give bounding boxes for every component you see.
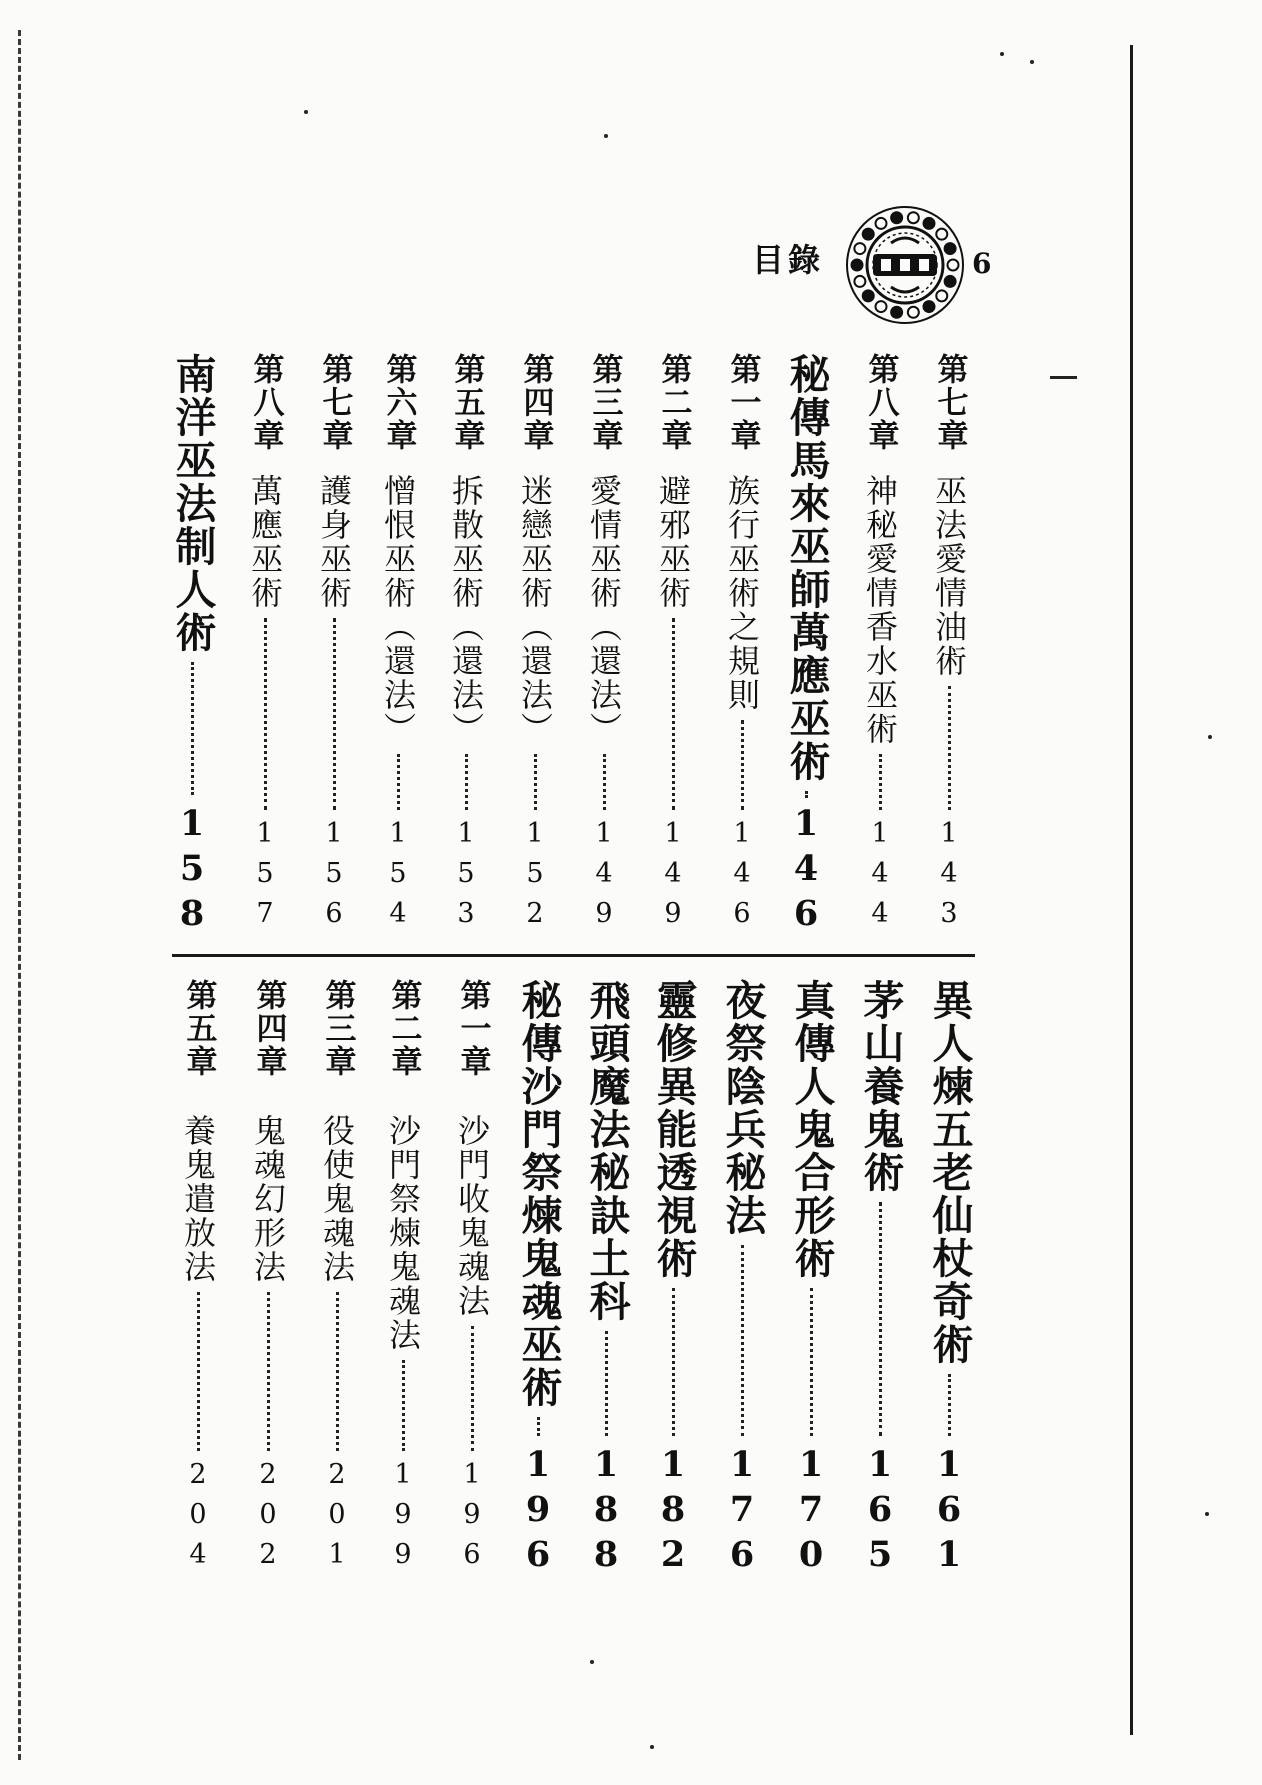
leader-dots [603,754,606,810]
page-number: 146 [726,818,758,938]
entry-title: 沙門祭煉鬼魂法 [384,1114,422,1352]
toc-section-heading [716,979,768,1579]
page-number: 182 [652,1444,694,1579]
toc-entry [308,353,360,938]
ornament-bead [936,229,947,240]
ornament-band-glyph [919,259,929,271]
ornament-bead [924,218,935,229]
page-number: 196 [456,1459,488,1579]
section-title: 異人煉五老仙杖奇術 [925,979,974,1366]
scan-speck [650,1745,654,1749]
leader-dots [948,1374,951,1436]
ornament-bead [854,243,865,254]
scan-speck [304,110,308,114]
section-title: 秘傳沙門祭煉鬼魂巫術 [514,979,563,1409]
toc-entry [854,353,906,938]
chapter-label: 第五章 [448,353,485,452]
entry-title: 拆散巫術（還法） [447,474,485,746]
ornament-bead [854,276,865,287]
section-title: 真傳人鬼合形術 [787,979,836,1280]
leader-dots [672,618,675,810]
ornament-band-glyph [881,259,891,271]
ornament-bead [863,290,874,301]
toc-section-heading [923,979,975,1579]
toc-section-heading [512,979,564,1579]
page-number: 170 [790,1444,832,1579]
page-number: 152 [519,818,551,938]
chapter-label: 第一章 [454,979,491,1078]
page-number: 144 [864,818,896,938]
leader-dots [605,1331,608,1436]
toc-entry [923,353,975,938]
entry-title: 神秘愛情香水巫術 [861,474,899,746]
leader-dots [465,754,468,810]
leader-dots [534,754,537,810]
leader-dots [810,1288,813,1436]
section-title: 靈修異能透視術 [649,979,698,1280]
page-number: 188 [585,1444,627,1579]
toc-entry [440,353,492,938]
section-divider [172,954,975,957]
ornament-bead [945,276,956,287]
leader-dots [879,1202,882,1436]
chapter-label: 第八章 [862,353,899,452]
chapter-label: 第四章 [517,353,554,452]
page-number-header: 6 [972,247,992,280]
entry-title: 沙門收鬼魂法 [453,1114,491,1318]
chapter-label: 第四章 [250,979,287,1078]
leader-dots [333,618,336,810]
leader-dots [672,1288,675,1436]
entry-title: 巫法愛情油術 [930,474,968,678]
entry-title: 愛情巫術（還法） [585,474,623,746]
toc-section-heading [647,979,699,1579]
page-number: 176 [721,1444,763,1579]
scan-speck [1208,735,1212,739]
toc-section-heading [780,353,832,938]
chapter-label: 第二章 [385,979,422,1078]
ornament-bead [948,260,959,271]
page-number: 149 [657,818,689,938]
ornament-medallion-icon [843,203,967,327]
entry-title: 養鬼遣放法 [179,1114,217,1284]
leader-dots [741,720,744,810]
page-number: 196 [517,1444,559,1579]
scan-speck [1030,60,1034,64]
ornament-bead [863,229,874,240]
chapter-label: 第七章 [931,353,968,452]
section-title: 秘傳馬來巫師萬應巫術 [782,353,831,783]
toc-entry [372,353,424,938]
toc-entry [377,979,429,1579]
ornament-bead [945,243,956,254]
entry-title: 避邪巫術 [654,474,692,610]
entry-title: 護身巫術 [315,474,353,610]
section-title: 茅山養鬼術 [856,979,905,1194]
toc-entry [311,979,363,1579]
ornament-bead [891,307,902,318]
ornament-bead [876,218,887,229]
leader-dots [805,791,808,795]
page-number: 157 [249,818,281,938]
ornament-bead [891,212,902,223]
section-title: 南洋巫法制人術 [168,353,217,654]
page-number: 156 [318,818,350,938]
chapter-label: 第一章 [724,353,761,452]
scan-mark [1050,376,1077,379]
toc-section-heading [166,353,218,938]
scan-speck [604,134,608,138]
leader-dots [948,686,951,810]
page-number: 158 [171,803,213,938]
leader-dots [197,1292,200,1451]
ornament-bead [924,301,935,312]
page-number: 204 [182,1459,214,1579]
margin-rule [1130,45,1133,1735]
scan-speck [1000,52,1004,56]
entry-title: 鬼魂幻形法 [249,1114,287,1284]
toc-entry [509,353,561,938]
toc-entry [172,979,224,1579]
chapter-label: 第三章 [319,979,356,1078]
toc-entry [239,353,291,938]
ornament-bead [908,307,919,318]
scan-speck [1205,1512,1209,1516]
page-number: 153 [450,818,482,938]
ornament-bead [936,290,947,301]
toc-section-heading [580,979,632,1579]
chapter-label: 第七章 [316,353,353,452]
chapter-label: 第三章 [586,353,623,452]
page-number: 201 [321,1459,353,1579]
leader-dots [264,618,267,810]
chapter-label: 第六章 [380,353,417,452]
page-number: 143 [933,818,965,938]
ornament-bead [908,212,919,223]
ornament-band-glyph [900,259,910,271]
leader-dots [336,1292,339,1451]
entry-title: 萬應巫術 [246,474,284,610]
chapter-label: 第八章 [247,353,284,452]
toc-entry [716,353,768,938]
toc-entry [446,979,498,1579]
entry-title: 迷戀巫術（還法） [516,474,554,746]
page-title: 目錄 [752,241,825,279]
page-number: 202 [252,1459,284,1579]
ornament-bead [876,301,887,312]
page-number: 146 [785,803,827,938]
leader-dots [397,754,400,810]
leader-dots [741,1245,744,1436]
toc-entry [647,353,699,938]
scan-speck [590,1660,594,1664]
leader-dots [537,1417,540,1436]
ornament-bead [852,260,863,271]
page-number: 199 [387,1459,419,1579]
page-edge [18,30,21,1760]
toc-section-heading [785,979,837,1579]
page-number: 154 [382,818,414,938]
section-title: 夜祭陰兵秘法 [718,979,767,1237]
leader-dots [471,1326,474,1451]
chapter-label: 第五章 [180,979,217,1078]
entry-title: 役使鬼魂法 [318,1114,356,1284]
entry-title: 族行巫術之規則 [723,474,761,712]
toc-entry [578,353,630,938]
section-title: 飛頭魔法秘訣土科 [582,979,631,1323]
chapter-label: 第二章 [655,353,692,452]
page-number: 161 [928,1444,970,1579]
toc-entry [242,979,294,1579]
page-number: 165 [859,1444,901,1579]
leader-dots [267,1292,270,1451]
entry-title: 憎恨巫術（還法） [379,474,417,746]
page-number: 149 [588,818,620,938]
toc-section-heading [854,979,906,1579]
leader-dots [879,754,882,810]
leader-dots [402,1360,405,1451]
leader-dots [191,662,194,795]
